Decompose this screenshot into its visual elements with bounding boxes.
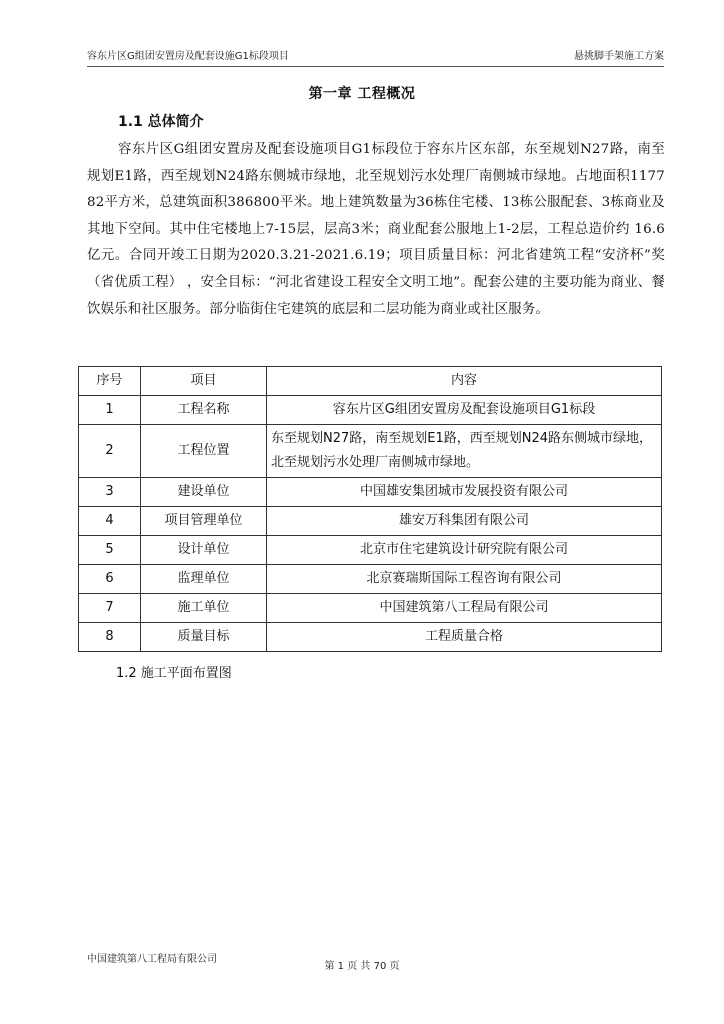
table-row	[79, 594, 662, 623]
row-content: 工程质量合格	[267, 623, 662, 652]
row-item: 质量目标	[141, 623, 267, 652]
footer-page-number: 第 1 页 共 70 页	[324, 961, 400, 972]
row-no: 1	[79, 396, 141, 425]
section-heading-site-layout: 1.2 施工平面布置图	[116, 666, 232, 681]
project-info-table	[78, 366, 662, 652]
row-no: 3	[79, 478, 141, 507]
footer-company: 中国建筑第八工程局有限公司	[87, 954, 217, 965]
row-no: 6	[79, 565, 141, 594]
table-row	[79, 425, 662, 478]
header-document-name: 悬挑脚手架施工方案	[574, 51, 664, 62]
row-no: 8	[79, 623, 141, 652]
overview-paragraph: 容东片区G组团安置房及配套设施项目G1标段位于容东片区东部，东至规划N27路，南至规划E1路，西至规划N24路东侧城市绿地，北至规划污水处理厂南侧城市绿地。占地面积117782平方米，总建筑面积386800平米。地上建筑数量为36栋住宅楼、13栋公服配套、3栋商业及其地下空间。其中住宅楼地上7-15层，层高3米；商业配套公服地上1-2层，工程总造价约 16.6亿元。合同开竣工日期为2020.3.21-2021.6.19；项目质量目标：河北省建筑工程“安济杯”奖（省优质工程） ，安全目标：“河北省建设工程安全文明工地”。配套公建的主要功能为商业、餐饮娱乐和社区服务。部分临街住宅建筑的底层和二层功能为商业或社区服务。	[87, 142, 665, 317]
col-header-content: 内容	[267, 367, 662, 396]
row-item: 工程名称	[141, 396, 267, 425]
table-row	[79, 478, 662, 507]
row-content: 东至规划N27路，南至规划E1路，西至规划N24路东侧城市绿地，北至规划污水处理厂南侧城市绿地。	[267, 425, 662, 478]
header-project-name: 容东片区G组团安置房及配套设施G1标段项目	[87, 51, 289, 62]
chapter-title: 第一章 工程概况	[308, 86, 416, 102]
table-row	[79, 507, 662, 536]
row-content: 容东片区G组团安置房及配套设施项目G1标段	[267, 396, 662, 425]
row-item: 施工单位	[141, 594, 267, 623]
row-item: 工程位置	[141, 425, 267, 478]
table-row	[79, 565, 662, 594]
row-content: 中国建筑第八工程局有限公司	[267, 594, 662, 623]
col-header-no: 序号	[79, 367, 141, 396]
col-header-item: 项目	[141, 367, 267, 396]
table-row	[79, 623, 662, 652]
table-row	[79, 396, 662, 425]
table-header-row	[79, 367, 662, 396]
row-content: 北京赛瑞斯国际工程咨询有限公司	[267, 565, 662, 594]
row-no: 5	[79, 536, 141, 565]
page-header	[87, 50, 664, 67]
table-row	[79, 536, 662, 565]
row-item: 项目管理单位	[141, 507, 267, 536]
row-no: 7	[79, 594, 141, 623]
row-content: 北京市住宅建筑设计研究院有限公司	[267, 536, 662, 565]
row-content: 中国雄安集团城市发展投资有限公司	[267, 478, 662, 507]
row-item: 建设单位	[141, 478, 267, 507]
row-no: 2	[79, 425, 141, 478]
row-item: 监理单位	[141, 565, 267, 594]
section-heading-overview: 1.1 总体简介	[118, 114, 204, 130]
row-no: 4	[79, 507, 141, 536]
row-item: 设计单位	[141, 536, 267, 565]
row-content: 雄安万科集团有限公司	[267, 507, 662, 536]
